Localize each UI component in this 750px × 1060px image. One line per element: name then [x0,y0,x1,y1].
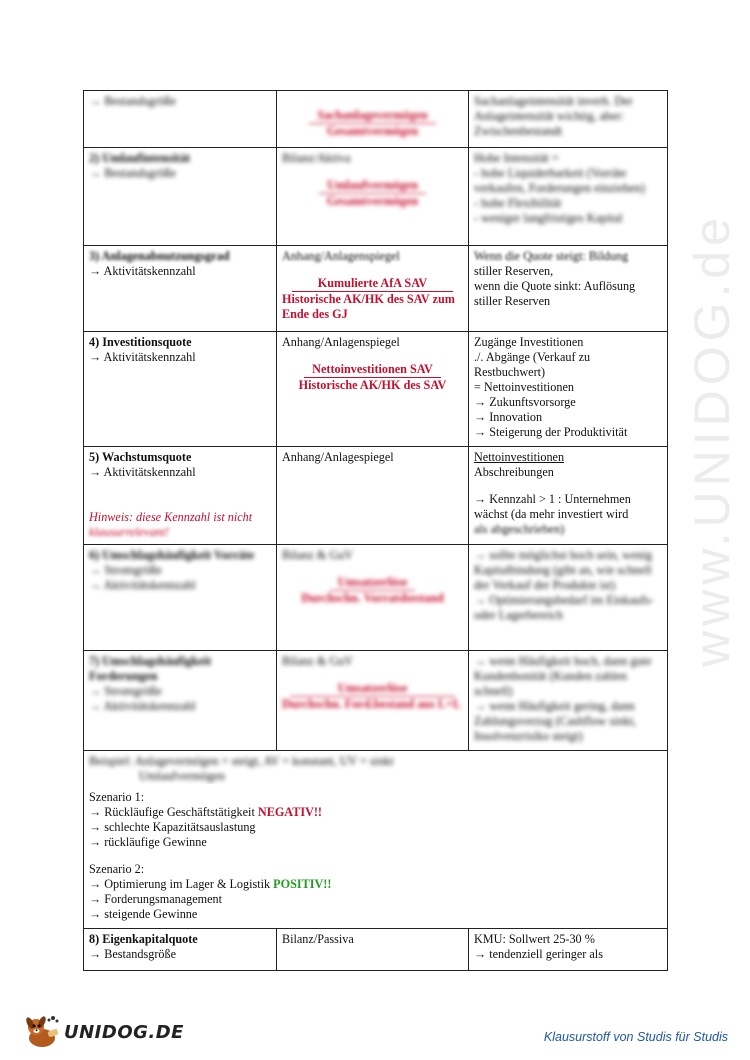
data-source: Anhang/Anlagenspiegel [282,249,400,263]
formula [282,108,463,139]
kpi-type: → Bestandsgröße [89,166,176,180]
interpretation-line: Restbuchwert) [474,365,546,379]
table-cell [277,545,469,651]
table-cell [277,447,469,545]
interpretation-line: - hohe Flexibilität [474,196,562,210]
table-cell [84,545,277,651]
formula-numerator: Umlaufvermögen [319,178,426,194]
table-cell [84,246,277,332]
table-cell [84,929,277,971]
scenario-line [89,877,662,892]
interpretation-line: - hohe Liquiderbarkeit (Vorräte verkaufen, Forderungen einziehen) [474,166,645,195]
data-source: Bilanz/Aktiva [282,151,351,165]
formula-numerator: Sachanlagevermögen [309,108,435,124]
table-cell [277,332,469,447]
hint-note-continued: klausurrelevant! [89,525,170,539]
formula [282,276,463,322]
interpretation-line: KMU: Sollwert 25-30 % [474,932,595,946]
formula [282,362,463,393]
formula-numerator: Kumulierte AfA SAV [292,276,453,292]
table-row [84,447,668,545]
table-cell [277,148,469,246]
table-cell [84,332,277,447]
kpi-title: 6) Umschlagshäufigkeit Vorräte [89,548,255,562]
formula [282,681,463,712]
scenario-text: → Rückläufige Geschäftstätigkeit [89,805,258,819]
scenario-cell [84,784,668,929]
kpi-type: → Stromgröße [89,563,162,577]
data-source: Anhang/Anlagenspiegel [282,335,400,349]
interpretation-line: Zugänge Investitionen [474,335,584,349]
data-source: Anhang/Anlagespiegel [282,450,394,464]
kpi-type: → Aktivitätskennzahl [89,264,196,278]
table-cell [469,651,668,751]
table-cell [469,929,668,971]
scenario-line: → schlechte Kapazitätsauslastung [89,820,256,834]
interpretation-line: = Nettoinvestitionen [474,380,574,394]
table-cell [277,246,469,332]
kpi-type: → Aktivitätskennzahl [89,350,196,364]
formula-denominator: Durchschn. Vorratsbestand [301,591,444,605]
table-cell [84,91,277,148]
formula-denominator: Abschreibungen [474,465,554,479]
example-cell [84,751,668,785]
formula-numerator: Umsatzerlöse [290,681,455,697]
kpi-title: 5) Wachstumsquote [89,450,192,464]
kpi-type: → Aktivitätskennzahl [89,578,196,592]
kpi-title: 8) Eigenkapitalquote [89,932,198,946]
interpretation-line: → wenn Häufigkeit hoch, dann gute Kundenbonität (Kunden zahlen schnell) [474,654,652,698]
formula [282,178,463,209]
table-cell [469,447,668,545]
interpretation: Sachanlageintensität inverh. Der Anlageintensität wichtig, aber: Zwischenbestandt [474,94,633,138]
table-row [84,332,668,447]
interpretation-line: ./. Abgänge (Verkauf zu [474,350,591,364]
table-cell [469,148,668,246]
interpretation-line: wenn die Quote sinkt: Auflösung [474,279,636,293]
watermark: www.UNIDOG.de [684,213,740,667]
formula-denominator: Historische AK/HK des SAV [298,378,447,392]
kpi-type: → Aktivitätskennzahl [89,699,196,713]
table-row [84,246,668,332]
formula-numerator: Umsatzerlöse [330,575,416,591]
interpretation-line: Wenn die Quote steigt: Bildung [474,249,629,263]
table-cell [277,651,469,751]
positive-flag: POSITIV!! [273,877,332,891]
document-page [83,90,667,971]
formula-denominator: Durchschn. Ford.bestand aus L+L [282,697,462,711]
unidog-logo[interactable] [22,1012,184,1052]
scenario-line: → steigende Gewinne [89,907,198,921]
interpretation-line: → Optimierungsbedarf im Einkaufs- oder Lagerbereich [474,593,654,622]
scenario-title: Szenario 2: [89,862,145,876]
kpi-title: 4) Investitionsquote [89,335,192,349]
scenario-title: Szenario 1: [89,790,145,804]
table-cell [84,651,277,751]
table-cell [469,246,668,332]
kpi-title: 3) Anlagenabnutzungsgrad [89,249,230,263]
interpretation: → Kennzahl > 1 : Unternehmen wächst (da mehr investiert wird [474,492,631,521]
interpretation-line: Hohe Intensität = [474,151,559,165]
interpretation-line: → Steigerung der Produktivität [474,425,628,439]
interpretation-line: → wenn Häufigkeit gering, dann Zahlungsverzug (Cashflow sinkt, Insolvenzrisiko steigt) [474,699,637,743]
formula-denominator: Gesamtvermögen [326,194,419,208]
interpretation-line: → Zukunftsvorsorge [474,395,576,409]
scenario-line: → rückläufige Gewinne [89,835,207,849]
formula [282,575,463,606]
kpi-type: → Bestandsgröße [89,947,176,961]
kpi-type: → Stromgröße [89,684,162,698]
table-cell [277,91,469,148]
interpretation-line: → tendenziell geringer als [474,947,603,961]
brand-name: UNIDOG.DE [64,1021,184,1043]
interpretation-line: → Innovation [474,410,543,424]
kpi-table [83,90,668,971]
table-row [84,91,668,148]
table-row [84,545,668,651]
example-line: Beispiel: Anlagevermögen = steigt, AV = konstant, UV = sinkt [89,754,394,768]
table-cell [84,148,277,246]
data-source: Bilanz/Passiva [282,932,354,946]
interpretation-line: stiller Reserven [474,294,551,308]
kpi-type: → Aktivitätskennzahl [89,465,196,479]
dog-mascot-icon [22,1014,62,1050]
formula-numerator: Nettoinvestitionen SAV [304,362,441,378]
kpi-title: 2) Umlaufintensität [89,151,191,165]
table-cell [469,545,668,651]
table-row [84,784,668,929]
table-cell [469,332,668,447]
negative-flag: NEGATIV!! [257,805,322,819]
example-line: Umlaufvermögen [139,769,225,783]
data-source: Bilanz & GuV [282,654,354,668]
table-cell [277,929,469,971]
table-cell [469,91,668,148]
hint-note: Hinweis: diese Kennzahl ist nicht [89,510,253,524]
kpi-title: 7) Umschlagshäufigkeit Forderungen [89,654,212,683]
table-row [84,751,668,785]
kpi-type: → Bestandsgröße [89,94,176,108]
interpretation-line: → sollte möglichst hoch sein, wenig Kapitalbindung (gibt an, wie schnell der Verkauf der Produkte ist) [474,548,653,592]
data-source: Bilanz & GuV [282,548,354,562]
scenario-line: → Forderungsmanagement [89,892,223,906]
scenario-line [89,805,662,820]
footer-tagline: Klausurstoff von Studis für Studis [543,1030,728,1044]
formula-denominator: Historische AK/HK des SAV zum Ende des GJ [282,292,455,321]
interpretation-line: stiller Reserven, [474,264,554,278]
interpretation-continued: als abgeschrieben) [474,522,565,536]
table-row [84,929,668,971]
interpretation-line: - weniger langfristiges Kapital [474,211,623,225]
table-cell [84,447,277,545]
formula-denominator: Gesamtvermögen [326,124,419,138]
table-row [84,651,668,751]
scenario-text: → Optimierung im Lager & Logistik [89,877,274,891]
formula-numerator: Nettoinvestitionen [474,450,565,464]
table-row [84,148,668,246]
